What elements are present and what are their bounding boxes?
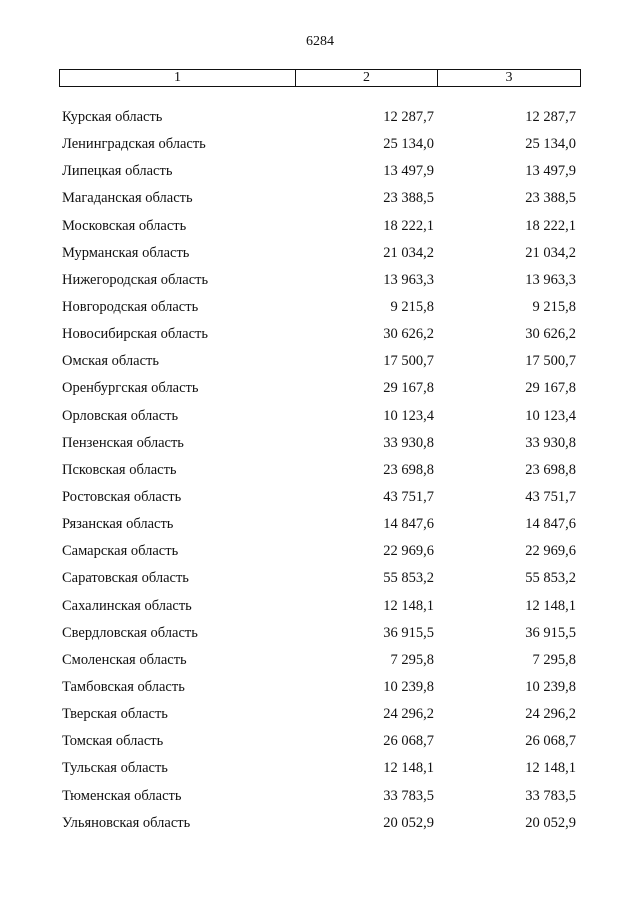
region-name-cell: Свердловская область	[62, 624, 198, 641]
value-col3-cell: 33 783,5	[525, 787, 576, 804]
region-name-cell: Ростовская область	[62, 489, 182, 506]
column-header-2: 2	[296, 70, 438, 87]
value-col3-cell: 7 295,8	[532, 651, 576, 668]
table-row	[62, 430, 576, 457]
table-row	[62, 294, 576, 321]
region-name-cell: Новосибирская область	[62, 326, 208, 343]
value-col2-cell: 12 148,1	[383, 760, 434, 777]
region-name-cell: Псковская область	[62, 461, 177, 478]
value-col3-cell: 23 388,5	[525, 190, 576, 207]
region-name-cell: Ульяновская область	[62, 814, 191, 831]
value-col3-cell: 12 287,7	[525, 109, 576, 126]
column-header-1: 1	[60, 70, 296, 87]
value-col2-cell: 23 698,8	[383, 461, 434, 478]
table-row	[62, 755, 576, 782]
table-row	[62, 565, 576, 592]
value-col2-cell: 21 034,2	[383, 244, 434, 261]
value-col3-cell: 43 751,7	[525, 489, 576, 506]
table-row	[62, 728, 576, 755]
table-row	[62, 701, 576, 728]
column-header-3: 3	[438, 70, 581, 87]
region-name-cell: Саратовская область	[62, 570, 189, 587]
value-col3-cell: 55 853,2	[525, 570, 576, 587]
table-row	[62, 104, 576, 131]
value-col2-cell: 30 626,2	[383, 326, 434, 343]
value-col3-cell: 12 148,1	[525, 597, 576, 614]
value-col3-cell: 29 167,8	[525, 380, 576, 397]
value-col3-cell: 13 497,9	[525, 163, 576, 180]
region-name-cell: Нижегородская область	[62, 271, 209, 288]
table-row	[62, 403, 576, 430]
region-name-cell: Ленинградская область	[62, 136, 206, 153]
value-col3-cell: 12 148,1	[525, 760, 576, 777]
region-name-cell: Московская область	[62, 217, 187, 234]
value-col2-cell: 33 783,5	[383, 787, 434, 804]
value-col3-cell: 36 915,5	[525, 624, 576, 641]
value-col3-cell: 26 068,7	[525, 733, 576, 750]
value-col3-cell: 33 930,8	[525, 434, 576, 451]
value-col2-cell: 10 239,8	[383, 679, 434, 696]
value-col3-cell: 23 698,8	[525, 461, 576, 478]
value-col3-cell: 10 239,8	[525, 679, 576, 696]
region-name-cell: Тверская область	[62, 706, 168, 723]
value-col2-cell: 13 497,9	[383, 163, 434, 180]
value-col2-cell: 18 222,1	[383, 217, 434, 234]
value-col3-cell: 20 052,9	[525, 814, 576, 831]
table-row	[62, 484, 576, 511]
value-col3-cell: 24 296,2	[525, 706, 576, 723]
region-name-cell: Курская область	[62, 109, 163, 126]
region-name-cell: Тюменская область	[62, 787, 182, 804]
value-col2-cell: 12 287,7	[383, 109, 434, 126]
table-row	[62, 185, 576, 212]
value-col2-cell: 23 388,5	[383, 190, 434, 207]
value-col3-cell: 30 626,2	[525, 326, 576, 343]
value-col2-cell: 9 215,8	[390, 299, 434, 316]
region-name-cell: Магаданская область	[62, 190, 193, 207]
value-col2-cell: 55 853,2	[383, 570, 434, 587]
table-row	[62, 240, 576, 267]
region-name-cell: Томская область	[62, 733, 164, 750]
value-col3-cell: 18 222,1	[525, 217, 576, 234]
table-row	[62, 267, 576, 294]
column-header-row	[60, 70, 581, 87]
value-col3-cell: 9 215,8	[532, 299, 576, 316]
value-col2-cell: 7 295,8	[390, 651, 434, 668]
value-col3-cell: 13 963,3	[525, 271, 576, 288]
value-col2-cell: 33 930,8	[383, 434, 434, 451]
value-col2-cell: 17 500,7	[383, 353, 434, 370]
table-row	[62, 620, 576, 647]
value-col2-cell: 43 751,7	[383, 489, 434, 506]
column-header-table	[59, 69, 581, 87]
table-row	[62, 511, 576, 538]
table-row	[62, 783, 576, 810]
page-number: 6284	[306, 34, 334, 49]
value-col2-cell: 36 915,5	[383, 624, 434, 641]
table-row	[62, 593, 576, 620]
table-row	[62, 375, 576, 402]
value-col3-cell: 17 500,7	[525, 353, 576, 370]
value-col2-cell: 13 963,3	[383, 271, 434, 288]
region-name-cell: Сахалинская область	[62, 597, 192, 614]
value-col2-cell: 26 068,7	[383, 733, 434, 750]
region-data-table	[62, 104, 576, 837]
table-row	[62, 674, 576, 701]
region-name-cell: Тамбовская область	[62, 679, 185, 696]
region-name-cell: Рязанская область	[62, 516, 174, 533]
value-col2-cell: 25 134,0	[383, 136, 434, 153]
region-name-cell: Оренбургская область	[62, 380, 199, 397]
table-row	[62, 158, 576, 185]
region-name-cell: Самарская область	[62, 543, 179, 560]
value-col2-cell: 29 167,8	[383, 380, 434, 397]
value-col2-cell: 14 847,6	[383, 516, 434, 533]
region-name-cell: Липецкая область	[62, 163, 173, 180]
value-col2-cell: 20 052,9	[383, 814, 434, 831]
region-name-cell: Орловская область	[62, 407, 179, 424]
table-row	[62, 538, 576, 565]
value-col3-cell: 10 123,4	[525, 407, 576, 424]
table-row	[62, 131, 576, 158]
value-col3-cell: 22 969,6	[525, 543, 576, 560]
table-row	[62, 321, 576, 348]
value-col2-cell: 24 296,2	[383, 706, 434, 723]
region-name-cell: Мурманская область	[62, 244, 190, 261]
region-name-cell: Тульская область	[62, 760, 168, 777]
region-name-cell: Новгородская область	[62, 299, 199, 316]
value-col3-cell: 25 134,0	[525, 136, 576, 153]
table-row	[62, 810, 576, 837]
table-row	[62, 647, 576, 674]
value-col3-cell: 21 034,2	[525, 244, 576, 261]
value-col2-cell: 12 148,1	[383, 597, 434, 614]
value-col3-cell: 14 847,6	[525, 516, 576, 533]
value-col2-cell: 22 969,6	[383, 543, 434, 560]
table-row	[62, 348, 576, 375]
region-name-cell: Смоленская область	[62, 651, 187, 668]
region-name-cell: Омская область	[62, 353, 159, 370]
value-col2-cell: 10 123,4	[383, 407, 434, 424]
region-data-body	[62, 104, 576, 837]
region-name-cell: Пензенская область	[62, 434, 184, 451]
table-row	[62, 213, 576, 240]
table-row	[62, 457, 576, 484]
